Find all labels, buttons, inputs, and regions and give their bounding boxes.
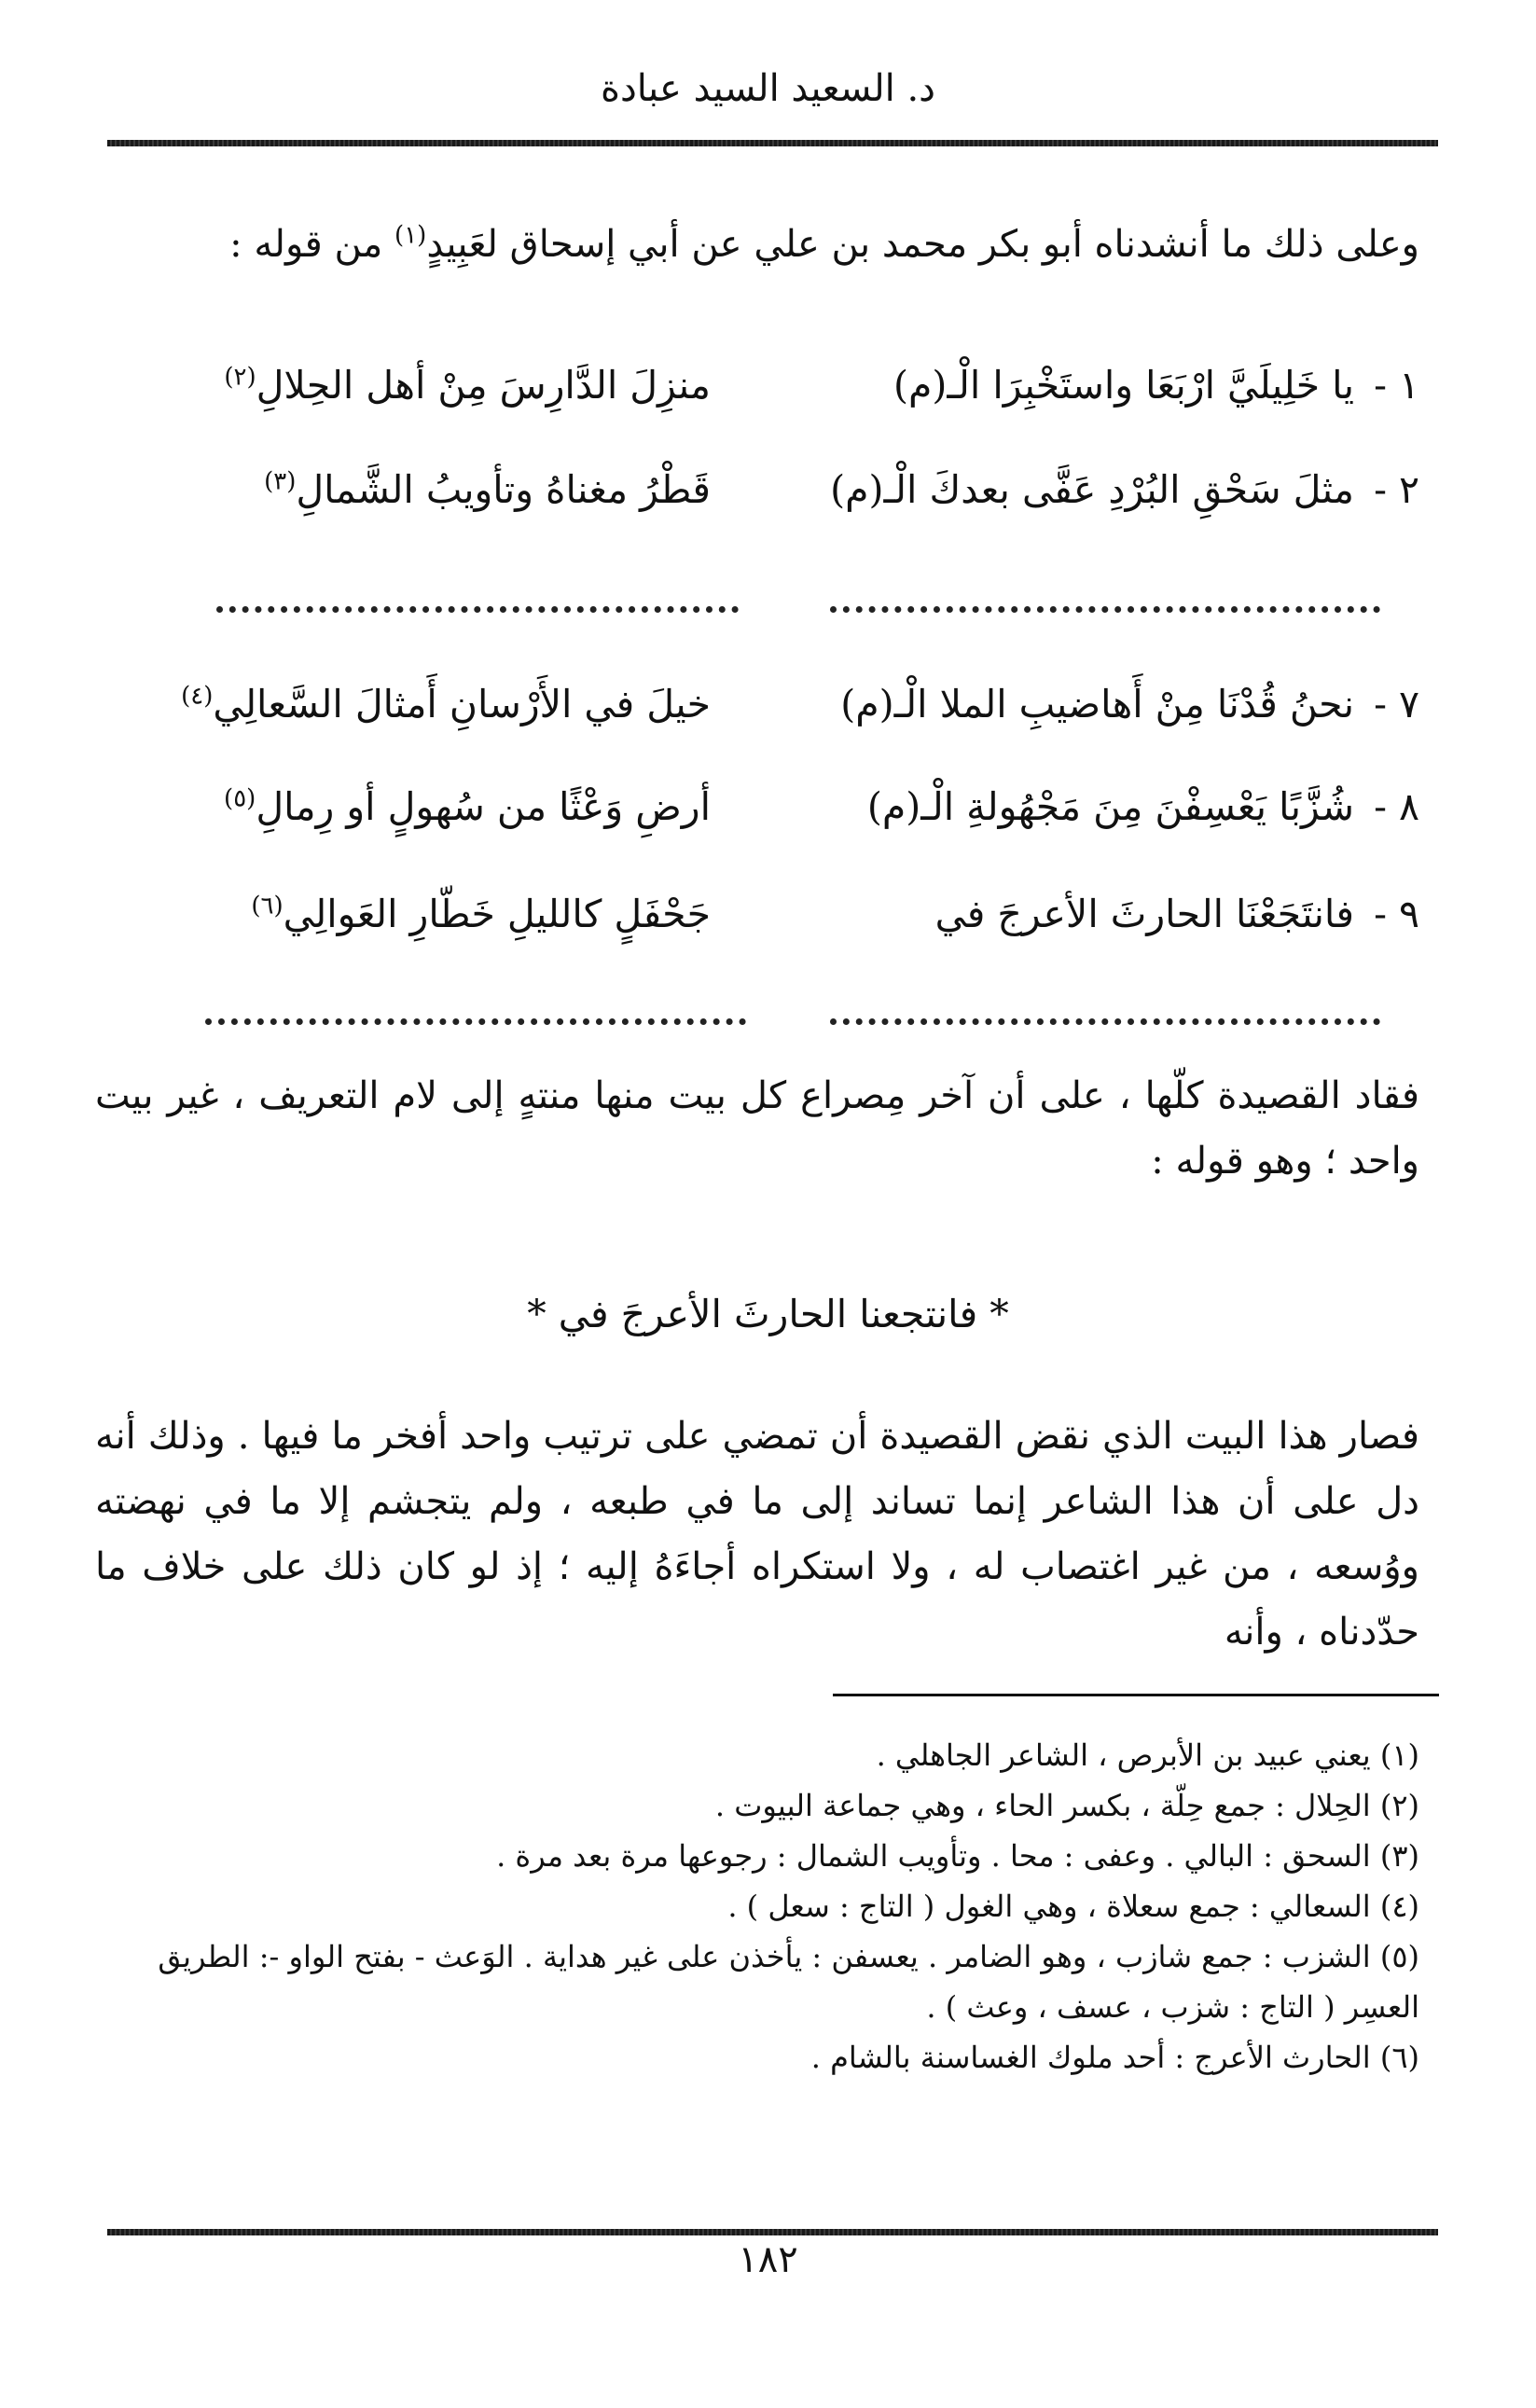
verse-second-hemistich: منزِلَ الدَّارِسَ مِنْ أهل الحِلالِ$^{(٢)}$ — [224, 363, 711, 408]
verse-second-hemistich: قَطْرُ مغناهُ وتأويبُ الشَّمالِ$^{(٣)}$ — [264, 467, 711, 512]
footnote-ref: (١) — [394, 221, 427, 250]
verse-line — [95, 353, 1419, 418]
footnote: (١) يعني عبيد بن الأبرص ، الشاعر الجاهلي . — [876, 1737, 1419, 1773]
footnote: (٢) الحِلال : جمع حِلّة ، بكسر الحاء ، وهي جماعة البيوت . — [714, 1788, 1419, 1823]
verse-number: ٧ - — [1374, 682, 1419, 727]
footnote: (٤) السعالي : جمع سعلاة ، وهي الغول ( التاج : سعل ) . — [727, 1889, 1419, 1924]
verse-line — [95, 457, 1419, 522]
verse-second-hemistich: أرضِ وَعْثًا من سُهولٍ أو رِمالِ$^{(٥)}$ — [224, 784, 711, 829]
footnote-ref: (٣) — [264, 467, 297, 496]
ellipsis-dots — [216, 588, 739, 613]
footnote-continuation: العسِر ( التاج : شزب ، عسف ، وعث ) . — [926, 1989, 1419, 2025]
quoted-hemistich: * فانتجعنا الحارثَ الأعرجَ في * — [527, 1292, 1009, 1336]
intro-line — [114, 216, 1419, 272]
footer-rule — [107, 2229, 1438, 2235]
body-paragraph: فقاد القصيدة كلّها ، على أن آخر مِصراع كل بيت منها منتهٍ إلى لام التعريف ، غير بيت واحد ؛ وهو قوله : — [95, 1074, 1419, 1183]
running-head: د. السعيد السيد عبادة — [601, 67, 935, 110]
header-rule — [107, 140, 1438, 146]
footnote-rule — [833, 1694, 1439, 1696]
verse-number: ٢ - — [1374, 467, 1419, 512]
verse-line — [95, 774, 1419, 839]
footnote: (٥) الشزب : جمع شازب ، وهو الضامر . يعسفن : يأخذن على غير هداية . الوَعث - بفتح الواو -: الطريق — [158, 1939, 1419, 1974]
verse-first-hemistich: يا خَلِيلَيَّ ارْبَعَا واستَخْبِرَا الْـ(م) — [893, 363, 1354, 408]
footnote-ref: (٥) — [224, 784, 256, 813]
verse-number: ٩ - — [1374, 892, 1419, 936]
verse-line — [95, 881, 1419, 947]
ellipsis-dots — [830, 1000, 1380, 1025]
verse-first-hemistich: فانتَجَعْنَا الحارثَ الأعرجَ في — [934, 892, 1354, 936]
intro-text: وعلى ذلك ما أنشدناه أبو بكر محمد بن علي عن أبي إسحاق لعَبِيدٍ — [426, 223, 1419, 266]
verse-line — [95, 671, 1419, 737]
ellipsis-dots — [830, 588, 1380, 613]
footnote-ref: (٦) — [251, 892, 284, 920]
footnotes — [95, 1730, 1419, 2083]
verse-number: ٨ - — [1374, 784, 1419, 829]
footnote-ref: (٢) — [224, 363, 256, 392]
ellipsis-dots — [205, 1000, 746, 1025]
verse-number: ١ - — [1374, 363, 1419, 408]
verse-first-hemistich: نحنُ قُدْنَا مِنْ أَهاضيبِ الملا الْـ(م) — [840, 682, 1354, 727]
verse-first-hemistich: مثلَ سَحْقِ البُرْدِ عَفَّى بعدكَ الْـ(م) — [830, 467, 1354, 512]
footnote: (٣) السحق : البالي . وعفى : محا . وتأويب الشمال : رجوعها مرة بعد مرة . — [496, 1838, 1419, 1874]
verse-second-hemistich: جَحْفَلٍ كالليلِ خَطّارِ العَوالِي$^{(٦)}$ — [251, 892, 711, 936]
footnote-ref: (٤) — [181, 682, 214, 711]
body-paragraph: فصار هذا البيت الذي نقض القصيدة أن تمضي على ترتيب واحد أفخر ما فيها . وذلك أنه دل على أن هذا الشاعر إنما تساند إلى ما في طبعه ، ولم يتجشم إلا ما في نهضته ووُسعه ، من غير اغتصاب له ، ولا استكراه أجاءَهُ إليه ؛ إذ لو كان ذلك على خلاف ما حدّدناه ، وأنه — [95, 1415, 1419, 1654]
footnote: (٦) الحارث الأعرج : أحد ملوك الغساسنة بالشام . — [810, 2040, 1419, 2075]
intro-tail: من قوله : — [229, 223, 383, 266]
verse-second-hemistich: خيلَ في الأَرْسانِ أَمثالَ السَّعالِي$^{(٤)}$ — [181, 682, 711, 727]
page-number: ١٨٢ — [738, 2238, 798, 2281]
verse-first-hemistich: شُزَّبًا يَعْسِفْنَ مِنَ مَجْهُولةِ الْـ(م) — [866, 784, 1354, 829]
